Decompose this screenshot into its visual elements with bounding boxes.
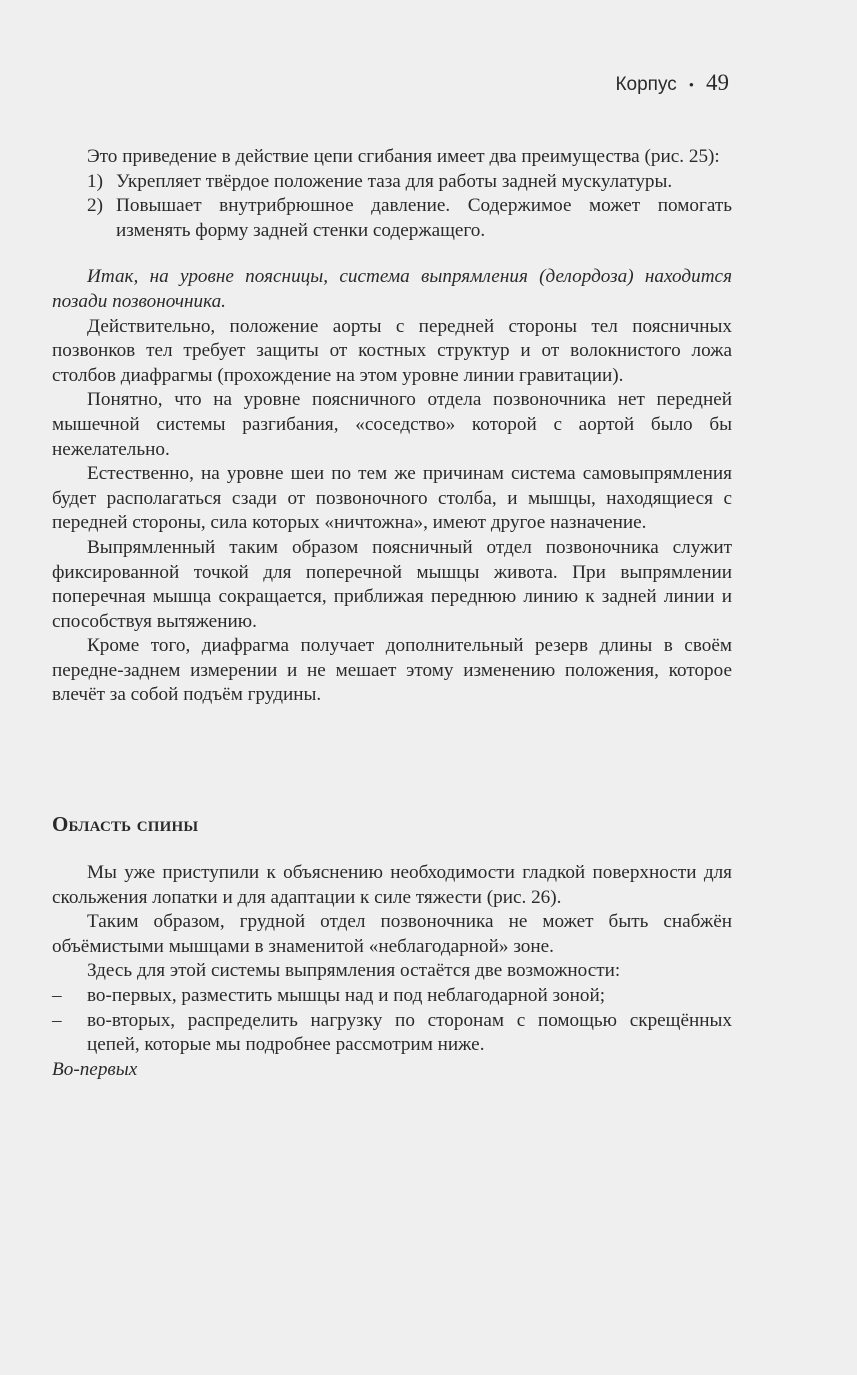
closing-italic: Во-первых [52,1058,138,1080]
list-item-text: Укрепляет твёрдое положение таза для работы задней мускулатуры. [116,170,673,192]
list-item [52,194,732,243]
body-paragraph: Понятно, что на уровне поясничного отдела позвоночника нет передней мышечной системы разгибания, «соседство» которой с аортой было бы нежелательно. [52,389,732,460]
page-body [52,145,732,1082]
list-marker: 1) [87,170,103,192]
page-number: 49 [706,70,729,95]
body-paragraph: Естественно, на уровне шеи по тем же причинам система самовыпрямления будет располагаться сзади от позвоночного столба, и мышцы, находящиеся с передней стороны, сила которых «ничтожна», имеют другое назначение. [52,463,732,534]
body-paragraph: Выпрямленный таким образом поясничный отдел позвоночника служит фиксированной точкой для поперечной мышцы живота. При выпрямлении поперечная мышца сокращается, приближая переднюю линию к задней линии и способствуя вытяжению. [52,536,732,632]
body-paragraph: Действительно, положение аорты с передней стороны тел поясничных позвонков тел требует защиты от костных структур и от волокнистого ложа столбов диафрагмы (прохождение на этом уровне линии гравитации). [52,315,732,386]
list-item-text: во-первых, разместить мышцы над и под неблагодарной зоной; [87,985,606,1007]
header-bullet: • [688,78,694,94]
header-section-title: Корпус [615,74,677,95]
list-item [52,1009,732,1058]
section-heading: Область спины [52,812,199,837]
intro-paragraph: Это приведение в действие цепи сгибания имеет два преимущества (рис. 25): [87,146,720,167]
list-marker: – [52,985,62,1007]
body-paragraph: Мы уже приступили к объяснению необходимости гладкой поверхности для скольжения лопатки и для адаптации к силе тяжести (рис. 26). [52,862,732,908]
conclusion-italic: Итак, на уровне поясницы, система выпрямления (делордоза) находится позади позвоночника. [52,266,732,312]
list-marker: – [52,1009,62,1031]
running-header [615,70,729,96]
list-item [52,170,732,195]
options-list [52,984,732,1058]
list-item-text: Повышает внутрибрюшное давление. Содержимое может помогать изменять форму задней стенки содержащего. [116,195,732,241]
list-item [52,984,732,1009]
body-paragraph: Здесь для этой системы выпрямления остаётся две возможности: [87,960,621,982]
body-paragraph: Таким образом, грудной отдел позвоночника не может быть снабжён объёмистыми мышцами в знаменитой «неблагодарной» зоне. [52,911,732,957]
list-item-text: во-вторых, распределить нагрузку по сторонам с помощью скрещённых цепей, которые мы подробнее рассмотрим ниже. [87,1009,732,1056]
list-marker: 2) [87,195,103,217]
advantages-list [52,170,732,244]
body-paragraph: Кроме того, диафрагма получает дополнительный резерв длины в своём передне-заднем измерении и не мешает этому изменению положения, которое влечёт за собой подъём грудины. [52,635,732,706]
